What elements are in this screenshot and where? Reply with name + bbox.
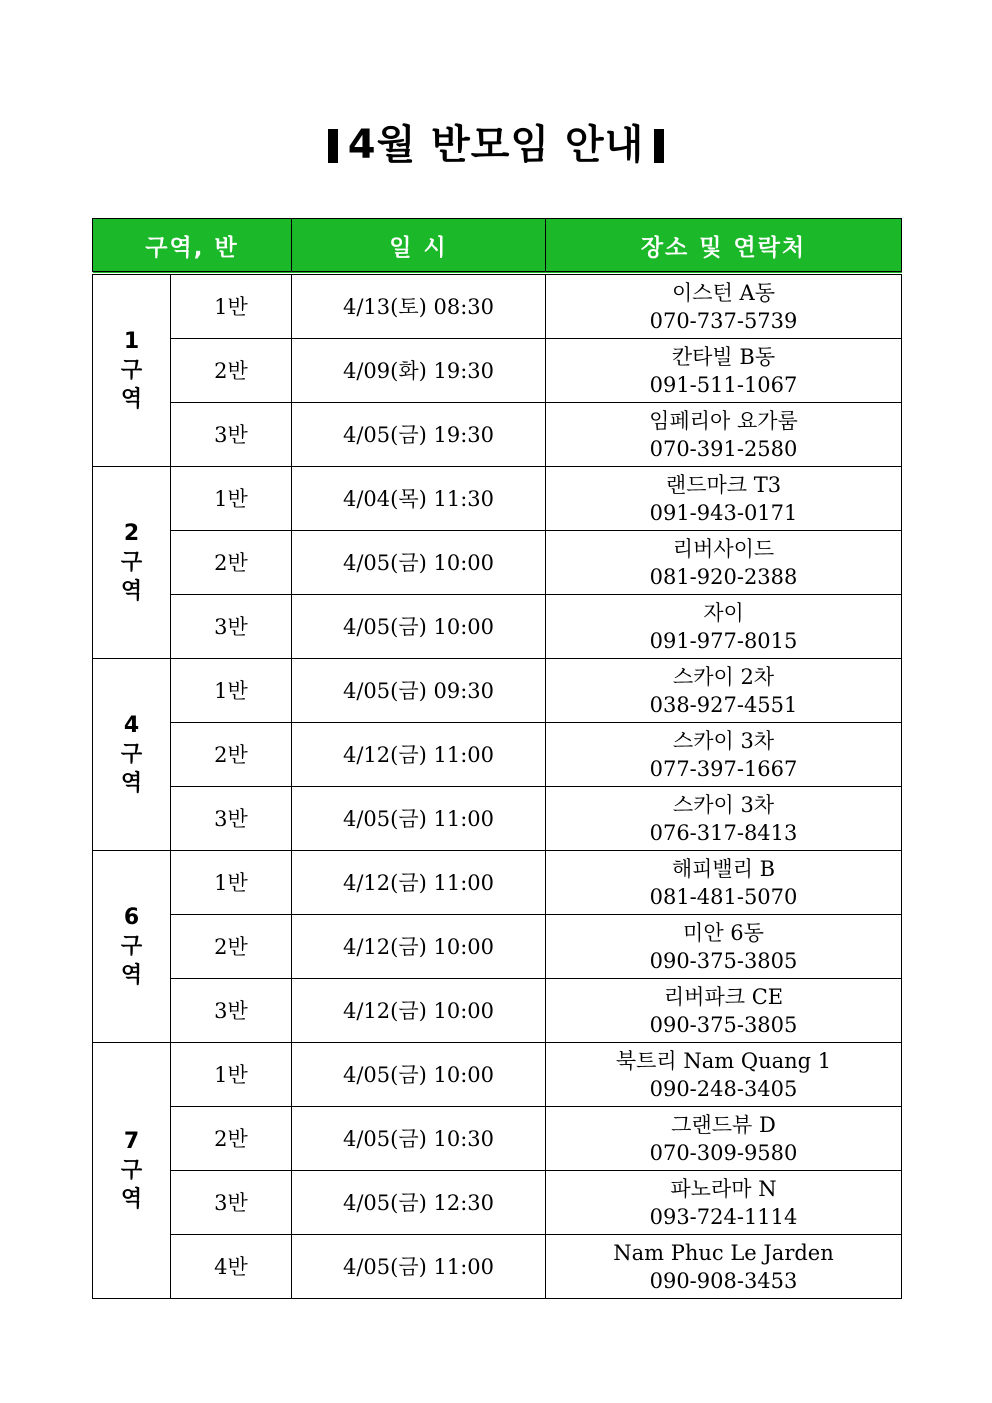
phone-number: 090-375-3805 (649, 1012, 798, 1037)
phone-number: 077-397-1667 (649, 756, 798, 781)
header-zone-ban: 구역, 반 (93, 219, 292, 274)
title-left-bar-icon (328, 129, 338, 163)
phone-number: 070-391-2580 (649, 436, 798, 461)
place-name: 스카이 2차 (672, 664, 775, 689)
datetime-cell: 4/12(금) 11:00 (292, 851, 546, 915)
table-row (93, 659, 902, 723)
page-title (0, 115, 992, 175)
table-row (93, 403, 902, 467)
ban-cell: 4반 (171, 1235, 292, 1299)
zone-cell (93, 467, 171, 659)
phone-number: 093-724-1114 (649, 1204, 798, 1229)
table-row (93, 1107, 902, 1171)
zone-label-char: 역 (120, 579, 143, 604)
place-contact-cell (546, 1171, 902, 1235)
place-name: 리버사이드 (672, 536, 775, 561)
place-name: 리버파크 CE (663, 984, 784, 1009)
zone-cell (93, 851, 171, 1043)
ban-cell: 3반 (171, 979, 292, 1043)
page-title-text: 4월 반모임 안내 (347, 122, 645, 168)
ban-cell: 2반 (171, 723, 292, 787)
place-name: 미안 6동 (683, 920, 764, 945)
phone-number: 070-309-9580 (649, 1140, 798, 1165)
table-row (93, 1043, 902, 1107)
place-contact-cell (546, 1235, 902, 1299)
zone-label-char: 역 (120, 963, 143, 988)
datetime-cell: 4/12(금) 10:00 (292, 915, 546, 979)
place-contact-cell (546, 403, 902, 467)
datetime-cell: 4/05(금) 10:00 (292, 1043, 546, 1107)
place-name: Nam Phuc Le Jarden (613, 1240, 834, 1265)
datetime-cell: 4/05(금) 09:30 (292, 659, 546, 723)
place-name: 자이 (703, 600, 744, 625)
zone-label-char: 4 (123, 713, 140, 738)
datetime-cell: 4/04(목) 11:30 (292, 467, 546, 531)
place-contact-cell (546, 723, 902, 787)
datetime-cell: 4/05(금) 11:00 (292, 1235, 546, 1299)
zone-label-char: 구 (120, 742, 143, 767)
table-row (93, 1171, 902, 1235)
ban-cell: 1반 (171, 851, 292, 915)
schedule-table (92, 218, 902, 1299)
title-right-bar-icon (654, 129, 664, 163)
place-contact-cell (546, 1107, 902, 1171)
place-name: 파노라마 N (670, 1176, 777, 1201)
phone-number: 091-511-1067 (649, 372, 798, 397)
place-contact-cell (546, 979, 902, 1043)
place-name: 그랜드뷰 D (671, 1112, 776, 1137)
zone-label-char: 역 (120, 1187, 143, 1212)
zone-label-char: 1 (123, 329, 140, 354)
ban-cell: 1반 (171, 273, 292, 339)
place-name: 해피밸리 B (671, 856, 776, 881)
ban-cell: 1반 (171, 659, 292, 723)
ban-cell: 1반 (171, 467, 292, 531)
zone-cell (93, 1043, 171, 1299)
ban-cell: 3반 (171, 787, 292, 851)
table-row (93, 1235, 902, 1299)
ban-cell: 1반 (171, 1043, 292, 1107)
zone-label-char: 구 (120, 550, 143, 575)
datetime-cell: 4/05(금) 10:00 (292, 595, 546, 659)
place-contact-cell (546, 1043, 902, 1107)
place-contact-cell (546, 787, 902, 851)
ban-cell: 3반 (171, 403, 292, 467)
place-contact-cell (546, 659, 902, 723)
zone-cell (93, 273, 171, 467)
phone-number: 081-481-5070 (649, 884, 798, 909)
datetime-cell: 4/05(금) 10:00 (292, 531, 546, 595)
phone-number: 090-375-3805 (649, 948, 798, 973)
zone-cell (93, 659, 171, 851)
zone-label-char: 구 (120, 1158, 143, 1183)
ban-cell: 2반 (171, 339, 292, 403)
schedule-table-body (93, 273, 902, 1299)
datetime-cell: 4/13(토) 08:30 (292, 273, 546, 339)
place-name: 스카이 3차 (672, 728, 775, 753)
zone-label-char: 구 (120, 934, 143, 959)
place-contact-cell (546, 467, 902, 531)
phone-number: 090-248-3405 (649, 1076, 798, 1101)
phone-number: 081-920-2388 (649, 564, 798, 589)
table-row (93, 467, 902, 531)
schedule-table-header (93, 219, 902, 274)
place-contact-cell (546, 339, 902, 403)
table-row (93, 915, 902, 979)
phone-number: 070-737-5739 (649, 308, 798, 333)
place-name: 이스턴 A동 (672, 280, 775, 305)
zone-label-char: 구 (120, 358, 143, 383)
datetime-cell: 4/05(금) 10:30 (292, 1107, 546, 1171)
table-row (93, 339, 902, 403)
datetime-cell: 4/05(금) 19:30 (292, 403, 546, 467)
ban-cell: 2반 (171, 915, 292, 979)
datetime-cell: 4/12(금) 10:00 (292, 979, 546, 1043)
place-name: 임페리아 요가룸 (649, 408, 798, 433)
place-contact-cell (546, 531, 902, 595)
place-name: 스카이 3차 (672, 792, 775, 817)
ban-cell: 2반 (171, 1107, 292, 1171)
table-row (93, 273, 902, 339)
datetime-cell: 4/05(금) 12:30 (292, 1171, 546, 1235)
table-row (93, 979, 902, 1043)
table-row (93, 595, 902, 659)
zone-label-char: 역 (120, 771, 143, 796)
phone-number: 090-908-3453 (649, 1268, 798, 1293)
phone-number: 038-927-4551 (649, 692, 798, 717)
datetime-cell: 4/05(금) 11:00 (292, 787, 546, 851)
header-place-contact: 장소 및 연락처 (546, 219, 902, 274)
table-row (93, 787, 902, 851)
phone-number: 091-943-0171 (649, 500, 798, 525)
place-name: 칸타빌 B동 (671, 344, 776, 369)
table-row (93, 723, 902, 787)
header-datetime: 일 시 (292, 219, 546, 274)
zone-label-char: 7 (123, 1129, 140, 1154)
ban-cell: 3반 (171, 595, 292, 659)
place-contact-cell (546, 595, 902, 659)
zone-label-char: 6 (123, 905, 140, 930)
place-contact-cell (546, 915, 902, 979)
datetime-cell: 4/12(금) 11:00 (292, 723, 546, 787)
ban-cell: 3반 (171, 1171, 292, 1235)
phone-number: 091-977-8015 (649, 628, 798, 653)
place-name: 북트리 Nam Quang 1 (615, 1048, 832, 1073)
table-row (93, 851, 902, 915)
place-contact-cell (546, 273, 902, 339)
place-contact-cell (546, 851, 902, 915)
zone-label-char: 2 (123, 521, 140, 546)
place-name: 랜드마크 T3 (665, 472, 782, 497)
table-row (93, 531, 902, 595)
phone-number: 076-317-8413 (649, 820, 798, 845)
zone-label-char: 역 (120, 387, 143, 412)
ban-cell: 2반 (171, 531, 292, 595)
datetime-cell: 4/09(화) 19:30 (292, 339, 546, 403)
